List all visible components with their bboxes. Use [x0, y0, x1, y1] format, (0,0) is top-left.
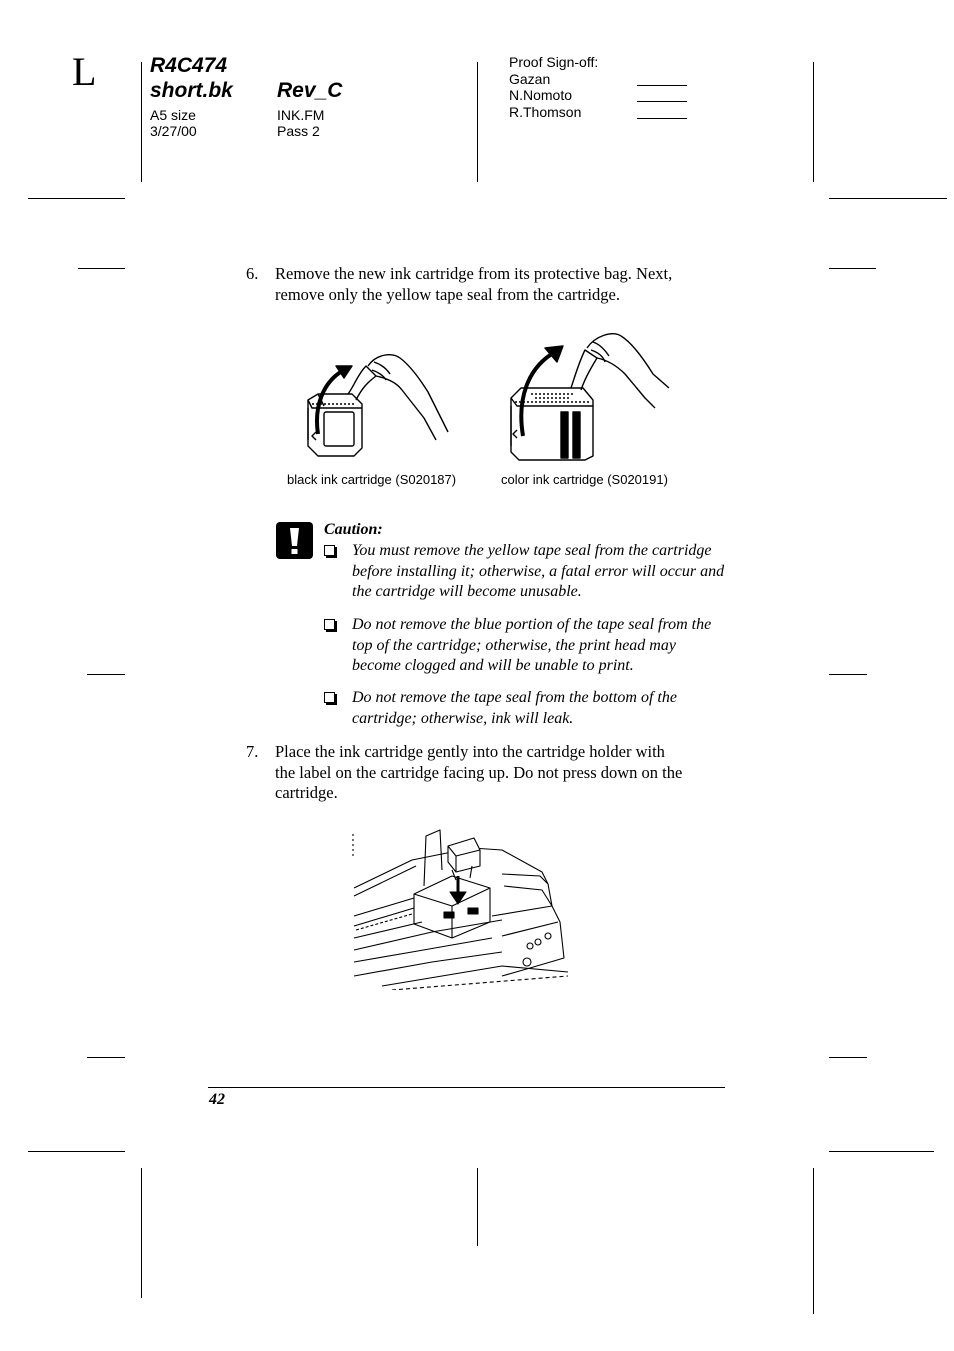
signature-line-3	[637, 118, 687, 119]
caution-item-2	[324, 615, 729, 677]
header-pass: Pass 2	[277, 123, 320, 139]
caution-item-3	[324, 688, 729, 730]
crop-mark-left-upper	[78, 268, 125, 269]
crop-mark-top-center-vertical	[477, 62, 478, 182]
checkbox-bullet-icon	[324, 619, 335, 630]
proof-signer-1: Gazan	[509, 71, 551, 87]
caution-item-3-line-2: cartridge; otherwise, ink will leak.	[352, 709, 574, 727]
crop-mark-top-left-horizontal	[28, 198, 125, 199]
step-7-line-3: cartridge.	[275, 783, 338, 802]
crop-mark-bottom-left-vertical	[141, 1168, 142, 1298]
caution-item-1-line-1: You must remove the yellow tape seal from the cartridge	[352, 542, 712, 559]
caution-title: Caution:	[324, 521, 383, 538]
footer-rule	[208, 1087, 725, 1088]
crop-mark-right-lower	[829, 1057, 867, 1058]
checkbox-bullet-icon	[324, 545, 335, 556]
proof-signer-3: R.Thomson	[509, 104, 582, 120]
black-cartridge-caption: black ink cartridge (S020187)	[287, 472, 457, 487]
crop-mark-bottom-left-horizontal	[28, 1151, 125, 1152]
caution-item-2-line-3: become clogged and will be unable to print.	[352, 657, 634, 674]
signature-line-1	[637, 85, 687, 86]
crop-mark-bottom-right-horizontal	[829, 1151, 934, 1152]
page-number: 42	[209, 1091, 225, 1108]
crop-mark-top-right-vertical	[813, 62, 814, 182]
crop-mark-bottom-center-vertical	[477, 1168, 478, 1246]
caution-item-3-line-1: Do not remove the tape seal from the bottom of the	[352, 689, 677, 706]
proof-signoff-title: Proof Sign-off:	[509, 54, 599, 70]
crop-mark-right-middle	[829, 674, 867, 675]
crop-mark-bottom-right-vertical	[813, 1168, 814, 1314]
crop-mark-top-right-horizontal	[829, 198, 947, 199]
step-6-number: 6.	[246, 264, 259, 283]
step-6-line-2: remove only the yellow tape seal from the cartridge.	[275, 285, 620, 304]
header-book: short.bk	[150, 79, 233, 102]
color-cartridge-caption: color ink cartridge (S020191)	[501, 472, 668, 487]
step-7	[246, 741, 736, 805]
color-cartridge-illustration	[505, 328, 675, 462]
crop-mark-top-left-vertical	[141, 62, 142, 182]
caution-item-1-line-2: before installing it; otherwise, a fatal error will occur and	[352, 562, 725, 580]
caution-icon	[276, 522, 313, 559]
crop-mark-left-lower	[87, 1057, 125, 1058]
signature-line-2	[637, 101, 687, 102]
header-size: A5 size	[150, 107, 196, 123]
crop-mark-right-upper	[829, 268, 876, 269]
header-date: 3/27/00	[150, 123, 197, 139]
caution-item-1	[324, 541, 729, 603]
header-file: INK.FM	[277, 107, 325, 123]
step-6-line-1: Remove the new ink cartridge from its protective bag. Next,	[275, 264, 673, 283]
step-7-line-2: the label on the cartridge facing up. Do not press down on the	[275, 762, 683, 782]
header-rev: Rev_C	[277, 79, 343, 102]
caution-item-1-line-3: the cartridge will become unusable.	[352, 583, 582, 600]
caution-item-2-line-1: Do not remove the blue portion of the tape seal from the	[352, 616, 712, 633]
checkbox-bullet-icon	[324, 692, 335, 703]
header-code: R4C474	[150, 54, 228, 77]
step-6	[246, 263, 736, 307]
header-letter: L	[72, 49, 97, 94]
step-7-line-1: Place the ink cartridge gently into the cartridge holder with	[275, 742, 665, 761]
crop-mark-left-middle	[87, 674, 125, 675]
proof-signer-2: N.Nomoto	[509, 87, 573, 103]
printer-cartridge-install-illustration	[352, 826, 568, 990]
caution-item-2-line-2: top of the cartridge; otherwise, the print head may	[352, 636, 676, 654]
black-cartridge-illustration	[296, 348, 456, 460]
step-7-number: 7.	[246, 742, 259, 761]
